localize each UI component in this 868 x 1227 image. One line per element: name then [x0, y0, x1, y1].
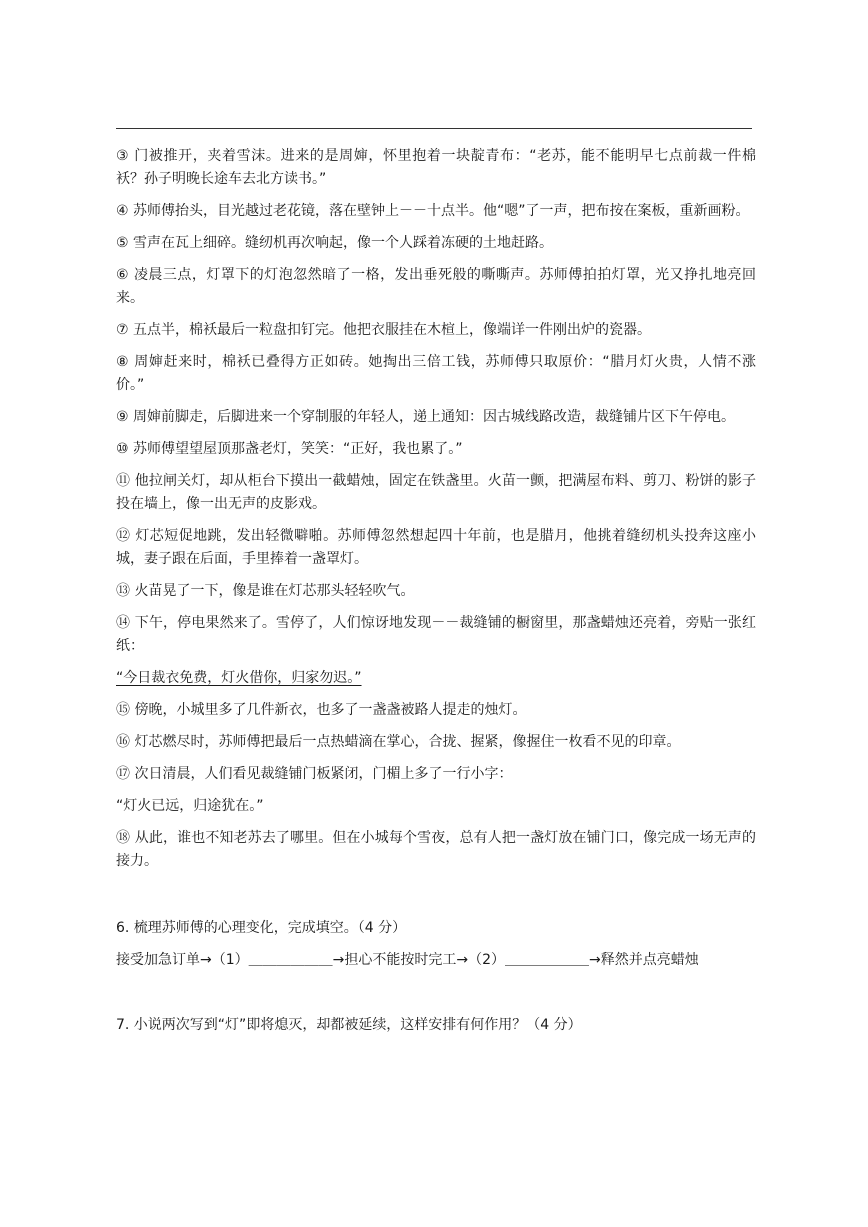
paragraph-14: ⑭ 下午，停电果然来了。雪停了，人们惊讶地发现－－裁缝铺的橱窗里，那盏蜡烛还亮着，旁贴一张红纸：: [116, 615, 756, 654]
question-7-title: 7. 小说两次写到“灯”即将熄灭，却都被延续，这样安排有何作用？（4 分）: [116, 1017, 582, 1033]
spacer: [116, 981, 756, 1014]
paragraph-13: ⑬ 火苗晃了一下，像是谁在灯芯那头轻轻吹气。: [116, 583, 415, 599]
paragraph-7: ⑦ 五点半，棉袄最后一粒盘扣钉完。他把衣服挂在木楦上，像端详一件刚出炉的瓷器。: [116, 322, 651, 338]
header-rule: [116, 128, 752, 129]
paragraph-4: ④ 苏师傅抬头，目光越过老花镜，落在壁钟上－－十点半。他“嗯”了一声，把布按在案板，重新画粉。: [116, 203, 750, 219]
paragraph-17: ⑰ 次日清晨，人们看见裁缝铺门板紧闭，门楣上多了一行小字：: [116, 766, 513, 782]
red-paper-quote: [116, 667, 756, 690]
paragraph-6: ⑥ 凌晨三点，灯罩下的灯泡忽然暗了一格，发出垂死般的嘶嘶声。苏师傅拍拍灯罩，光又挣扎地亮回来。: [116, 267, 756, 306]
question-6-title: 6. 梳理苏师傅的心理变化，完成填空。（4 分）: [116, 920, 407, 936]
paragraph-3: ③ 门被推开，夹着雪沫。进来的是周婶，怀里抱着一块靛青布：“老苏，能不能明早七点前裁一件棉袄？孙子明晚长途车去北方读书。”: [116, 148, 756, 187]
paragraph-10: ⑩ 苏师傅望望屋顶那盏老灯，笑笑：“正好，我也累了。”: [116, 441, 463, 457]
spacer: [116, 882, 756, 917]
red-paper-text: “今日裁衣免费，灯火借你，归家勿迟。”: [116, 670, 362, 686]
paragraph-16: ⑯ 灯芯燃尽时，苏师傅把最后一点热蜡滴在掌心，合拢、握紧，像握住一枚看不见的印章。: [116, 734, 681, 750]
document-body: [116, 145, 756, 1046]
paragraph-8: ⑧ 周婶赶来时，棉袄已叠得方正如砖。她掏出三倍工钱，苏师傅只取原价：“腊月灯火贵，人情不涨价。”: [116, 354, 756, 393]
paragraph-12: ⑫ 灯芯短促地跳，发出轻微噼啪。苏师傅忽然想起四十年前，也是腊月，他挑着缝纫机头投奔这座小城，妻子跟在后面，手里捧着一盏罩灯。: [116, 528, 756, 567]
question-6-fill-chain: 接受加急订单→（1）＿＿＿＿＿＿→担心不能按时完工→（2）＿＿＿＿＿＿→释然并点亮蜡烛: [116, 952, 699, 968]
paragraph-5: ⑤ 雪声在瓦上细碎。缝纫机再次响起，像一个人踩着冻硬的土地赶路。: [116, 235, 553, 251]
paragraph-18: ⑱ 从此，谁也不知老苏去了哪里。但在小城每个雪夜，总有人把一盏灯放在铺门口，像完成一场无声的接力。: [116, 830, 756, 869]
paragraph-11: ⑪ 他拉闸关灯，却从柜台下摸出一截蜡烛，固定在铁盏里。火苗一颤，把满屋布料、剪刀、粉饼的影子投在墙上，像一出无声的皮影戏。: [116, 473, 756, 512]
paragraph-9: ⑨ 周婶前脚走，后脚进来一个穿制服的年轻人，递上通知：因古城线路改造，裁缝铺片区下午停电。: [116, 409, 735, 425]
door-inscription: “灯火已远，归途犹在。”: [116, 798, 264, 814]
paragraph-15: ⑮ 傍晚，小城里多了几件新衣，也多了一盏盏被路人提走的烛灯。: [116, 702, 527, 718]
